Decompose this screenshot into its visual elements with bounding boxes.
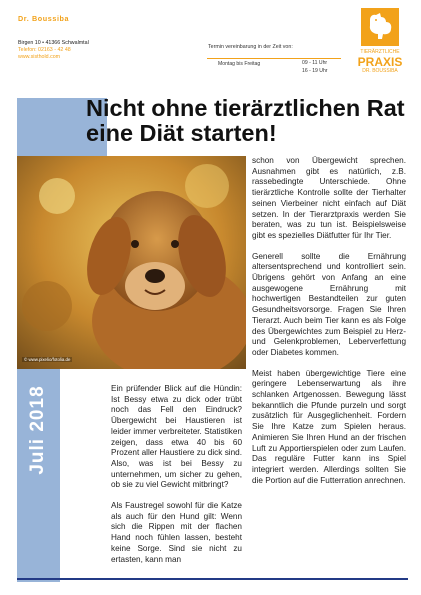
photo-copyright: © www.pixelio/fotolia.de: [24, 357, 71, 362]
logo-line-2: PRAXIS: [357, 55, 403, 69]
practice-phone: Telefon: 02163 - 42 48: [18, 47, 71, 53]
practice-name: Dr. Boussiba: [18, 14, 70, 23]
opening-hours-evening: 16 - 19 Uhr: [302, 68, 328, 74]
golden-retriever-photo: [17, 156, 246, 369]
logo-line-1: TIERÄRZTLICHE: [360, 49, 400, 55]
opening-hours-morning: 09 - 11 Uhr: [302, 60, 328, 66]
sidebar-white-overlay: [60, 369, 110, 582]
paragraph: Meist haben übergewichtige Tiere eine geringere Lebenserwartung als ihre schlanken Artgenossen. Bewegung lässt bekanntlich die Pfunde purzeln und sorgt zusätzlich für Ausgeglichenheit. Fordern Sie Ihre Katze zum Spielen heraus. Animieren Sie Ihren Hund an der frischen Luft zu Apportierspielen oder zum Laufen. Das reguläre Futter kann ins Spiel integriert werden. Allerdings sollten Sie die Portion auf die Futterration anrechnen.: [252, 368, 406, 485]
logo-line-3: DR. BOUSSIBA: [362, 68, 398, 74]
practice-website[interactable]: www.sisthold.com: [18, 54, 61, 60]
paragraph: Als Faustregel sowohl für die Katze als auch für den Hund gilt: Wenn sich die Rippen mit der flachen Hand noch fühlen lassen, besteht keine Sorge. Sind sie nicht zu ertasten, kann man: [111, 501, 242, 564]
paragraph: schon von Übergewicht sprechen. Ausnahmen gibt es natürlich, z.B. rassebedingte Unterschiede. Ohne tierärztliche Kontrolle sollte der Tierhalter seinen Vierbeiner nicht einfach auf Diät setzen. In der Tierarztpraxis werden Sie beraten, was zu tun ist. Beispielsweise gibt es spezielles Diätfutter für Ihr Tier.: [252, 156, 406, 240]
practice-logo: [355, 8, 405, 90]
issue-date-text: Juli 2018: [27, 385, 48, 475]
article-column-left: [111, 384, 242, 565]
footer-rule: [17, 578, 408, 580]
paragraph: Generell sollte die Ernährung altersentsprechend und kontrolliert sein. Übrigens gehört von Anfang an eine ausgewogene Ernährung mit hochwertigen Bestandteilen zur guten Gesundheitsvorsorge. Fragen Sie Ihren Tierarzt. Auch beim Tier kann es als Folge des Übergewichtes zum Beispiel zu Herz- und Gelenkproblemen, Leberverfettung oder Diabetes kommen.: [252, 251, 406, 357]
article-column-right: [252, 156, 406, 486]
issue-date-label: [16, 370, 60, 490]
hours-divider: [207, 58, 341, 59]
paragraph: Ein prüfender Blick auf die Hündin: Ist Bessy etwa zu dick oder trübt noch das Fell den Eindruck? Übergewicht bei Haustieren ist leider immer verbreiteter. Statistiken zeigen, dass etwa 40 bis 60 Prozent aller Haustiere zu dick sind. Also, was ist bei Bessy zu unternehmen, um sicher zu gehen, ob sie zu viel Gewicht mitbringt?: [111, 384, 242, 490]
article-headline: Nicht ohne tierärztlichen Rat eine Diät starten!: [86, 95, 405, 146]
opening-hours-days: Montag bis Freitag: [218, 61, 261, 67]
opening-hours-caption: Termin vereinbarung in der Zeit von:: [208, 44, 293, 50]
practice-address: Birgen 10 • 41366 Schwalmtal: [18, 40, 89, 46]
dog-cat-silhouette-icon: [361, 8, 399, 46]
